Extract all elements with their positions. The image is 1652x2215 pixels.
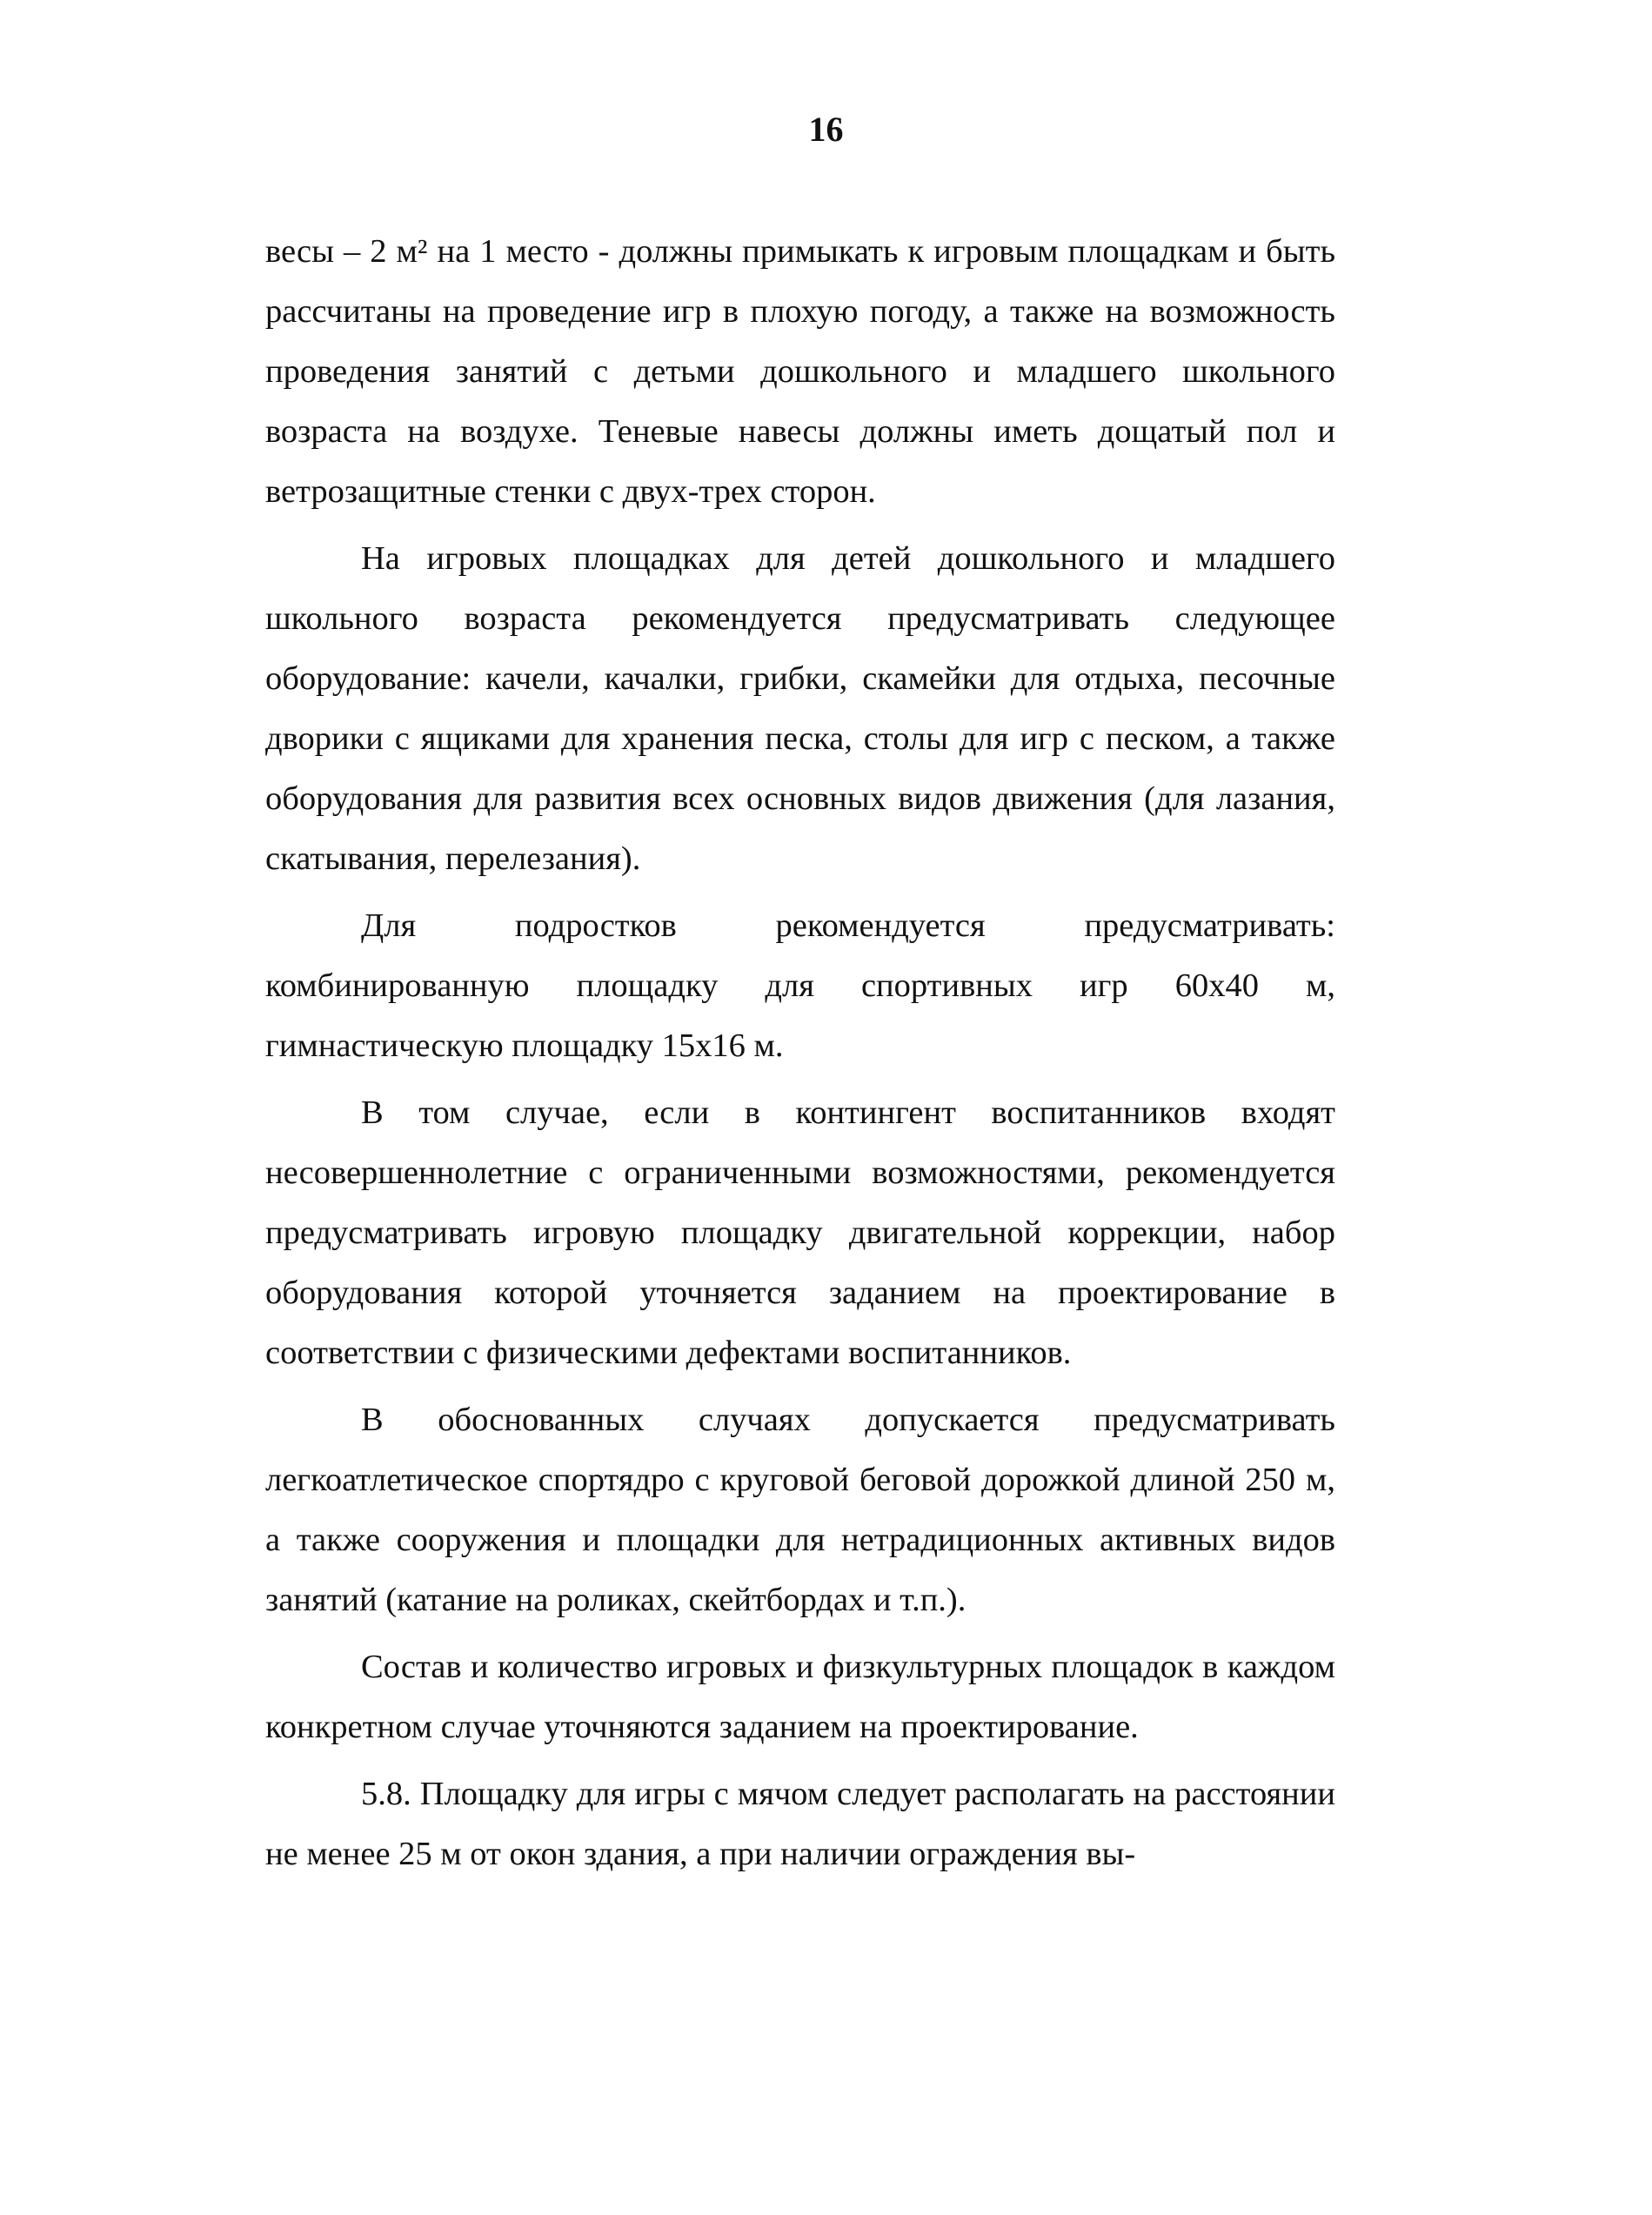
paragraph-motor-correction: В том случае, если в контингент воспитанников входят несовершеннолетние с ограниченными возможностями, рекомендуется предусматривать игровую площадку двигательной коррекции, набор оборудования которой уточняется заданием на проектирование в соответствии с физическими дефектами воспитанников. (265, 1094, 1335, 1371)
paragraph-continuation: весы – 2 м² на 1 место - должны примыкать к игровым площадкам и быть рассчитаны на проведение игр в плохую погоду, а также на возможность проведения занятий с детьми дошкольного и младшего школьного возраста на воздухе. Теневые навесы должны иметь дощатый пол и ветрозащитные стенки с двух-трех сторон. (265, 233, 1335, 510)
paragraph-ball-game-area: 5.8. Площадку для игры с мячом следует располагать на расстоянии не менее 25 м от окон здания, а при наличии ограждения вы- (265, 1776, 1335, 1872)
page-number: 16 (808, 110, 844, 149)
paragraph-playground-equipment: На игровых площадках для детей дошкольного и младшего школьного возраста рекомендуется предусматривать следующее оборудование: качели, качалки, грибки, скамейки для отдыха, песочные дворики с ящиками для хранения песка, столы для игр с песком, а также оборудования для развития всех основных видов движения (для лазания, скатывания, перелезания). (265, 540, 1335, 877)
paragraph-composition: Состав и количество игровых и физкультурных площадок в каждом конкретном случае уточняются заданием на проектирование. (265, 1649, 1335, 1745)
paragraph-teen-sports-grounds: Для подростков рекомендуется предусматривать: комбинированную площадку для спортивных игр 60х40 м, гимнастическую площадку 15х16 м. (265, 907, 1335, 1064)
body-text (265, 222, 1335, 1884)
paragraph-athletics-core: В обоснованных случаях допускается предусматривать легкоатлетическое спортядро с круговой беговой дорожкой длиной 250 м, а также сооружения и площадки для нетрадиционных активных видов занятий (катание на роликах, скейтбордах и т.п.). (265, 1402, 1335, 1618)
